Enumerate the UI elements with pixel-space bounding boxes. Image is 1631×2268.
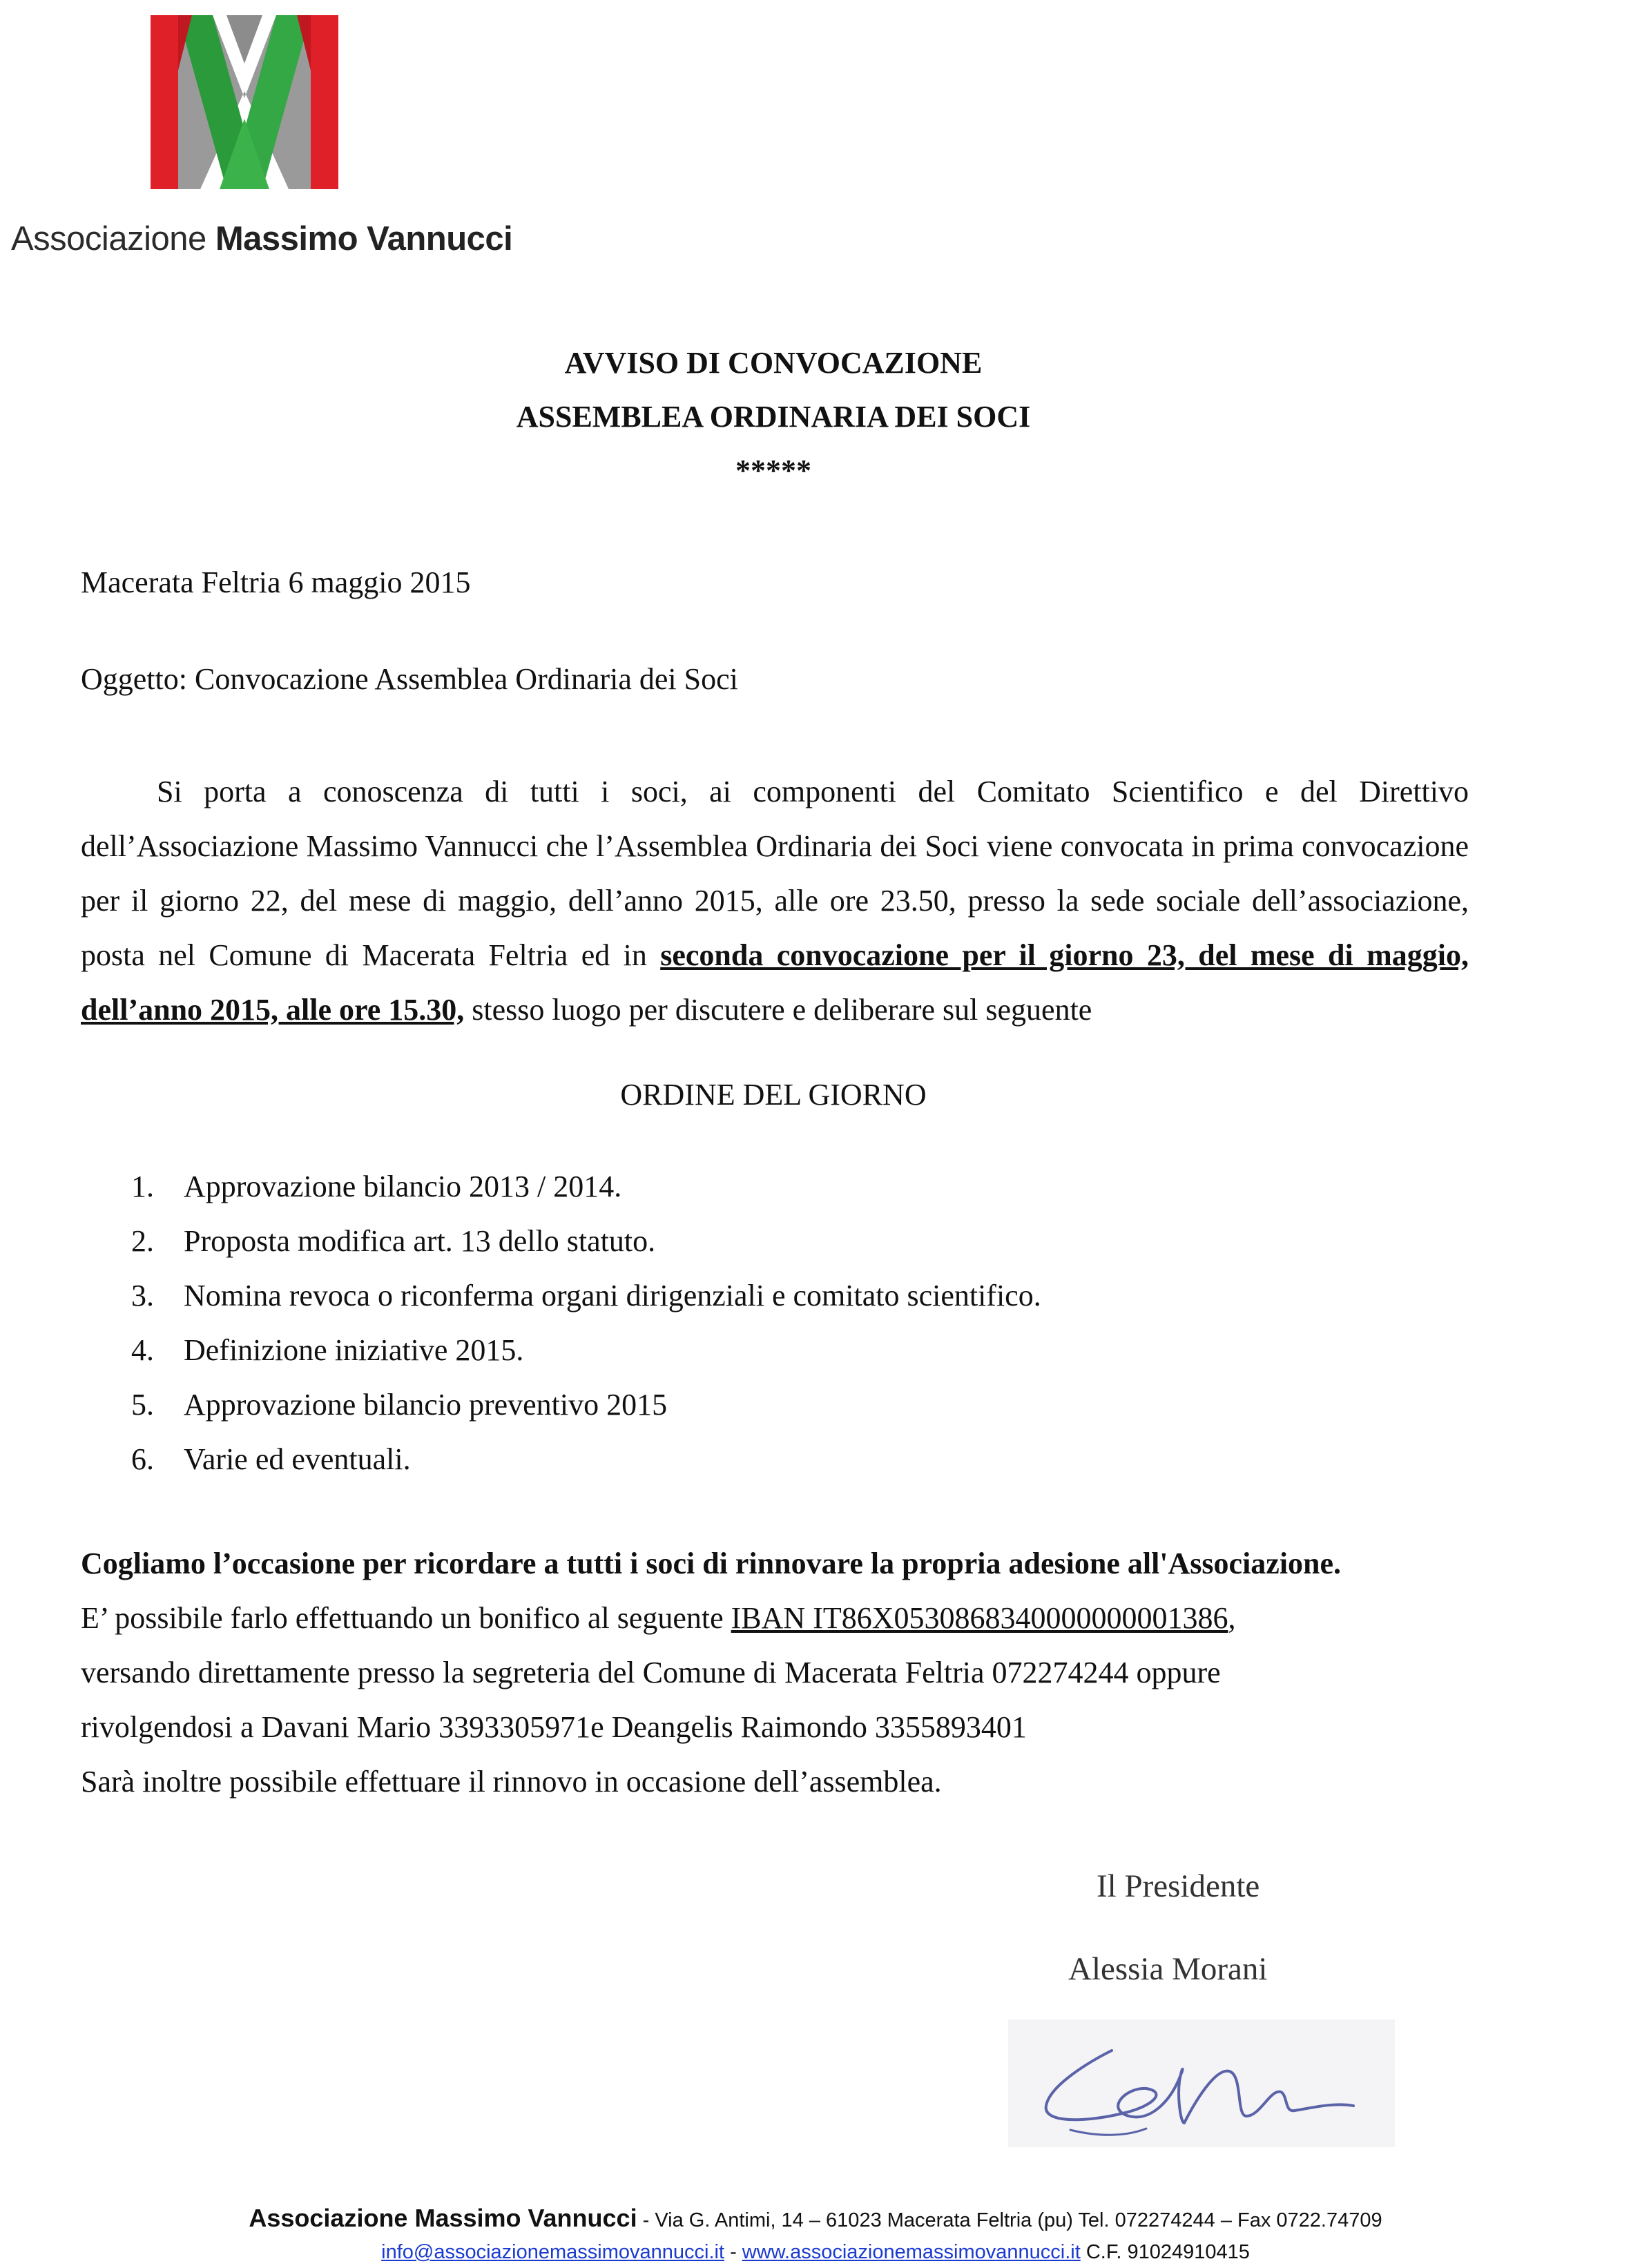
logo-name-bold: Massimo Vannucci bbox=[215, 220, 513, 258]
agenda-list bbox=[131, 1169, 1041, 1496]
notice-title: AVVISO DI CONVOCAZIONE bbox=[564, 346, 983, 380]
agenda-item-text: Proposta modifica art. 13 dello statuto. bbox=[184, 1224, 656, 1258]
agenda-item bbox=[131, 1169, 1041, 1223]
agenda-item-number: 1. bbox=[131, 1170, 154, 1203]
footer-email-link[interactable]: info@associazionemassimovannucci.it bbox=[381, 2241, 725, 2263]
footer-line-1 bbox=[0, 2202, 1631, 2236]
body-emphasis: seconda convocazione per il giorno 23, del mese di maggio, dell’anno 2015, alle ore 15.30, bbox=[81, 938, 1469, 1027]
agenda-item bbox=[131, 1387, 1041, 1442]
agenda-item-text: Approvazione bilancio 2013 / 2014. bbox=[184, 1170, 622, 1203]
agenda-item-text: Nomina revoca o riconferma organi dirigenziali e comitato scientifico. bbox=[184, 1279, 1041, 1312]
footer-separator: - bbox=[724, 2241, 742, 2263]
letter-body bbox=[81, 764, 1469, 1037]
footer-line-2 bbox=[0, 2236, 1631, 2268]
letter-subject: Oggetto: Convocazione Assemblea Ordinaria dei Soci bbox=[81, 662, 738, 696]
agenda-item bbox=[131, 1278, 1041, 1332]
handwritten-signature bbox=[1008, 2019, 1395, 2147]
signatory-role: Il Presidente bbox=[1097, 1868, 1260, 1904]
reminder-line-5: Sarà inoltre possibile effettuare il rinnovo in occasione dell’assemblea. bbox=[81, 1765, 942, 1799]
logo-wordmark bbox=[11, 220, 512, 258]
signatory-name: Alessia Morani bbox=[1068, 1951, 1268, 1987]
reminder-iban-line bbox=[81, 1591, 1341, 1645]
footer-website-link[interactable]: www.associazionemassimovannucci.it bbox=[742, 2241, 1081, 2263]
agenda-item-number: 6. bbox=[131, 1442, 154, 1476]
footer-org: Associazione Massimo Vannucci bbox=[249, 2204, 637, 2232]
reminder-line-4: rivolgendosi a Davani Mario 3393305971e Deangelis Raimondo 3355893401 bbox=[81, 1710, 1027, 1744]
separator-stars: ***** bbox=[735, 454, 811, 487]
notice-subtitle: ASSEMBLEA ORDINARIA DEI SOCI bbox=[516, 400, 1031, 434]
iban-intro: E’ possibile farlo effettuando un bonifico al seguente bbox=[81, 1601, 731, 1635]
agenda-item-text: Definizione iniziative 2015. bbox=[184, 1333, 524, 1367]
footer-address: - Via G. Antimi, 14 – 61023 Macerata Feltria (pu) Tel. 072274244 – Fax 0722.74709 bbox=[637, 2209, 1382, 2231]
agenda-item-number: 4. bbox=[131, 1333, 154, 1367]
agenda-item bbox=[131, 1442, 1041, 1496]
iban-code: IBAN IT86X0530868340000000001386 bbox=[731, 1601, 1228, 1635]
agenda-item-text: Varie ed eventuali. bbox=[184, 1442, 411, 1476]
page-footer bbox=[0, 2202, 1631, 2268]
iban-comma: , bbox=[1228, 1601, 1236, 1635]
agenda-item-number: 5. bbox=[131, 1388, 154, 1422]
body-end: stesso luogo per discutere e deliberare sul seguente bbox=[472, 993, 1092, 1027]
renewal-reminder bbox=[81, 1536, 1341, 1809]
agenda-item-number: 2. bbox=[131, 1224, 154, 1258]
reminder-line-3: versando direttamente presso la segreteria del Comune di Macerata Feltria 072274244 oppure bbox=[81, 1656, 1221, 1689]
reminder-heading: Cogliamo l’occasione per ricordare a tutti i soci di rinnovare la propria adesione all'Associazione. bbox=[81, 1547, 1342, 1580]
footer-tax-code: C.F. 91024910415 bbox=[1080, 2241, 1250, 2263]
agenda-item-text: Approvazione bilancio preventivo 2015 bbox=[184, 1388, 668, 1422]
body-text: Si porta a conoscenza di tutti i soci, ai componenti del Comitato Scientifico e del Direttivo dell’Associazione Massimo Vannucci che l’Assemblea Ordinaria dei Soci viene convocata in prima convocazione per il giorno 22, del mese di maggio, dell’anno 2015, alle ore 23.50, presso la sede sociale dell’associazione, posta nel Comune di Macerata Feltria ed in bbox=[81, 775, 1469, 972]
agenda-item bbox=[131, 1332, 1041, 1387]
logo-name-prefix: Associazione bbox=[11, 220, 215, 258]
association-logo bbox=[151, 15, 338, 189]
agenda-item bbox=[131, 1223, 1041, 1278]
agenda-item-number: 3. bbox=[131, 1279, 154, 1312]
letter-date: Macerata Feltria 6 maggio 2015 bbox=[81, 565, 471, 599]
agenda-title: ORDINE DEL GIORNO bbox=[620, 1078, 927, 1112]
